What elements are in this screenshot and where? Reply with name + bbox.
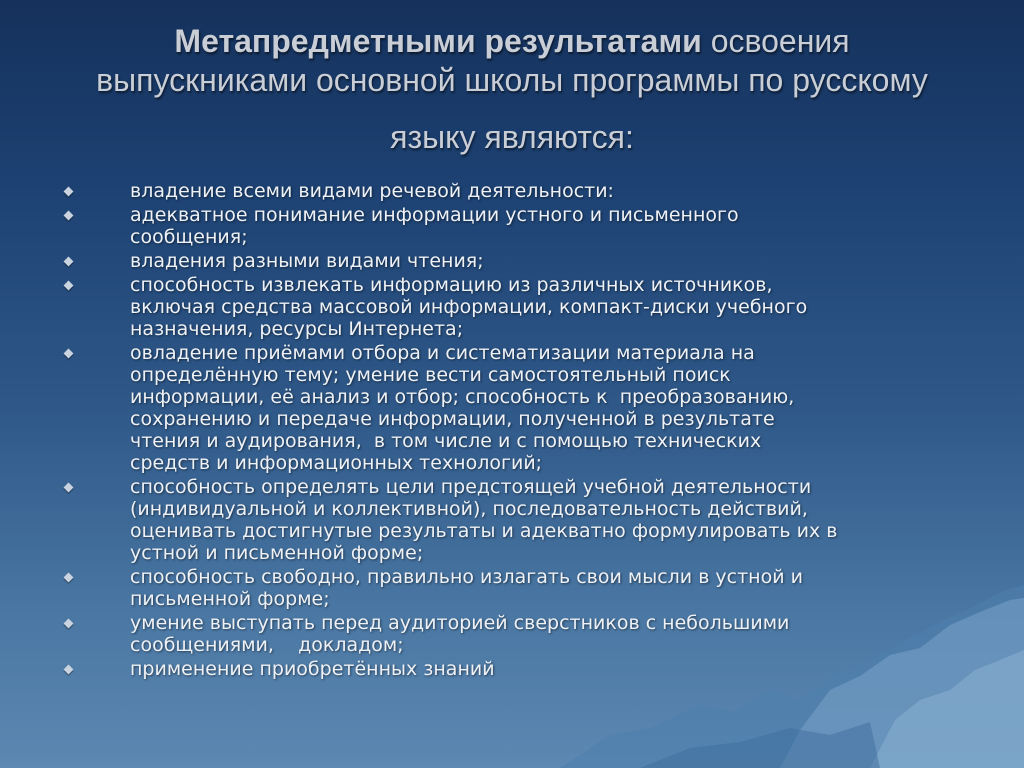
diamond-bullet-icon <box>64 349 74 359</box>
title-rest: освоения <box>701 23 850 59</box>
list-item-text: адекватное понимание информации устного и письменного сообщения; <box>130 204 739 248</box>
list-item <box>60 342 970 474</box>
bullet-list <box>60 180 970 682</box>
list-item <box>60 274 970 340</box>
list-item-text: способность свободно, правильно излагать свои мысли в устной и письменной форме; <box>130 566 803 610</box>
diamond-bullet-icon <box>64 665 74 675</box>
title-line3: языку являются: <box>390 119 634 155</box>
list-item <box>60 612 970 656</box>
list-item-text: умение выступать перед аудиторией сверстников с небольшими сообщениями, докладом; <box>130 612 790 656</box>
diamond-bullet-icon <box>64 281 74 291</box>
list-item <box>60 476 970 564</box>
list-item <box>60 566 970 610</box>
title-line2: выпускниками основной школы программы по русскому <box>96 62 928 98</box>
diamond-bullet-icon <box>64 619 74 629</box>
diamond-bullet-icon <box>64 573 74 583</box>
diamond-bullet-icon <box>64 483 74 493</box>
list-item-text: способность определять цели предстоящей учебной деятельности (индивидуальной и коллективной), последовательность действий, оценивать достигнутые результаты и адекватно формулировать их в устной и письменной форме; <box>130 476 838 564</box>
diamond-bullet-icon <box>64 211 74 221</box>
list-item <box>60 180 970 202</box>
diamond-bullet-icon <box>64 187 74 197</box>
list-item-text: овладение приёмами отбора и систематизации материала на определённую тему; умение вести самостоятельный поиск информации, её анализ и отбор; способность к преобразованию, сохранению и передаче информации, полученной в результате чтения и аудирования, в том числе и с помощью технических средств и информационных технологий; <box>130 342 795 474</box>
list-item-text: владение всеми видами речевой деятельности: <box>130 180 614 202</box>
list-item <box>60 658 970 680</box>
title-bold: Метапредметными результатами <box>174 23 702 59</box>
list-item <box>60 204 970 248</box>
list-item <box>60 250 970 272</box>
slide-title <box>40 22 984 157</box>
list-item-text: владения разными видами чтения; <box>130 250 484 272</box>
diamond-bullet-icon <box>64 257 74 267</box>
list-item-text: способность извлекать информацию из различных источников, включая средства массовой информации, компакт-диски учебного назначения, ресурсы Интернета; <box>130 274 808 340</box>
list-item-text: применение приобретённых знаний <box>130 658 495 680</box>
